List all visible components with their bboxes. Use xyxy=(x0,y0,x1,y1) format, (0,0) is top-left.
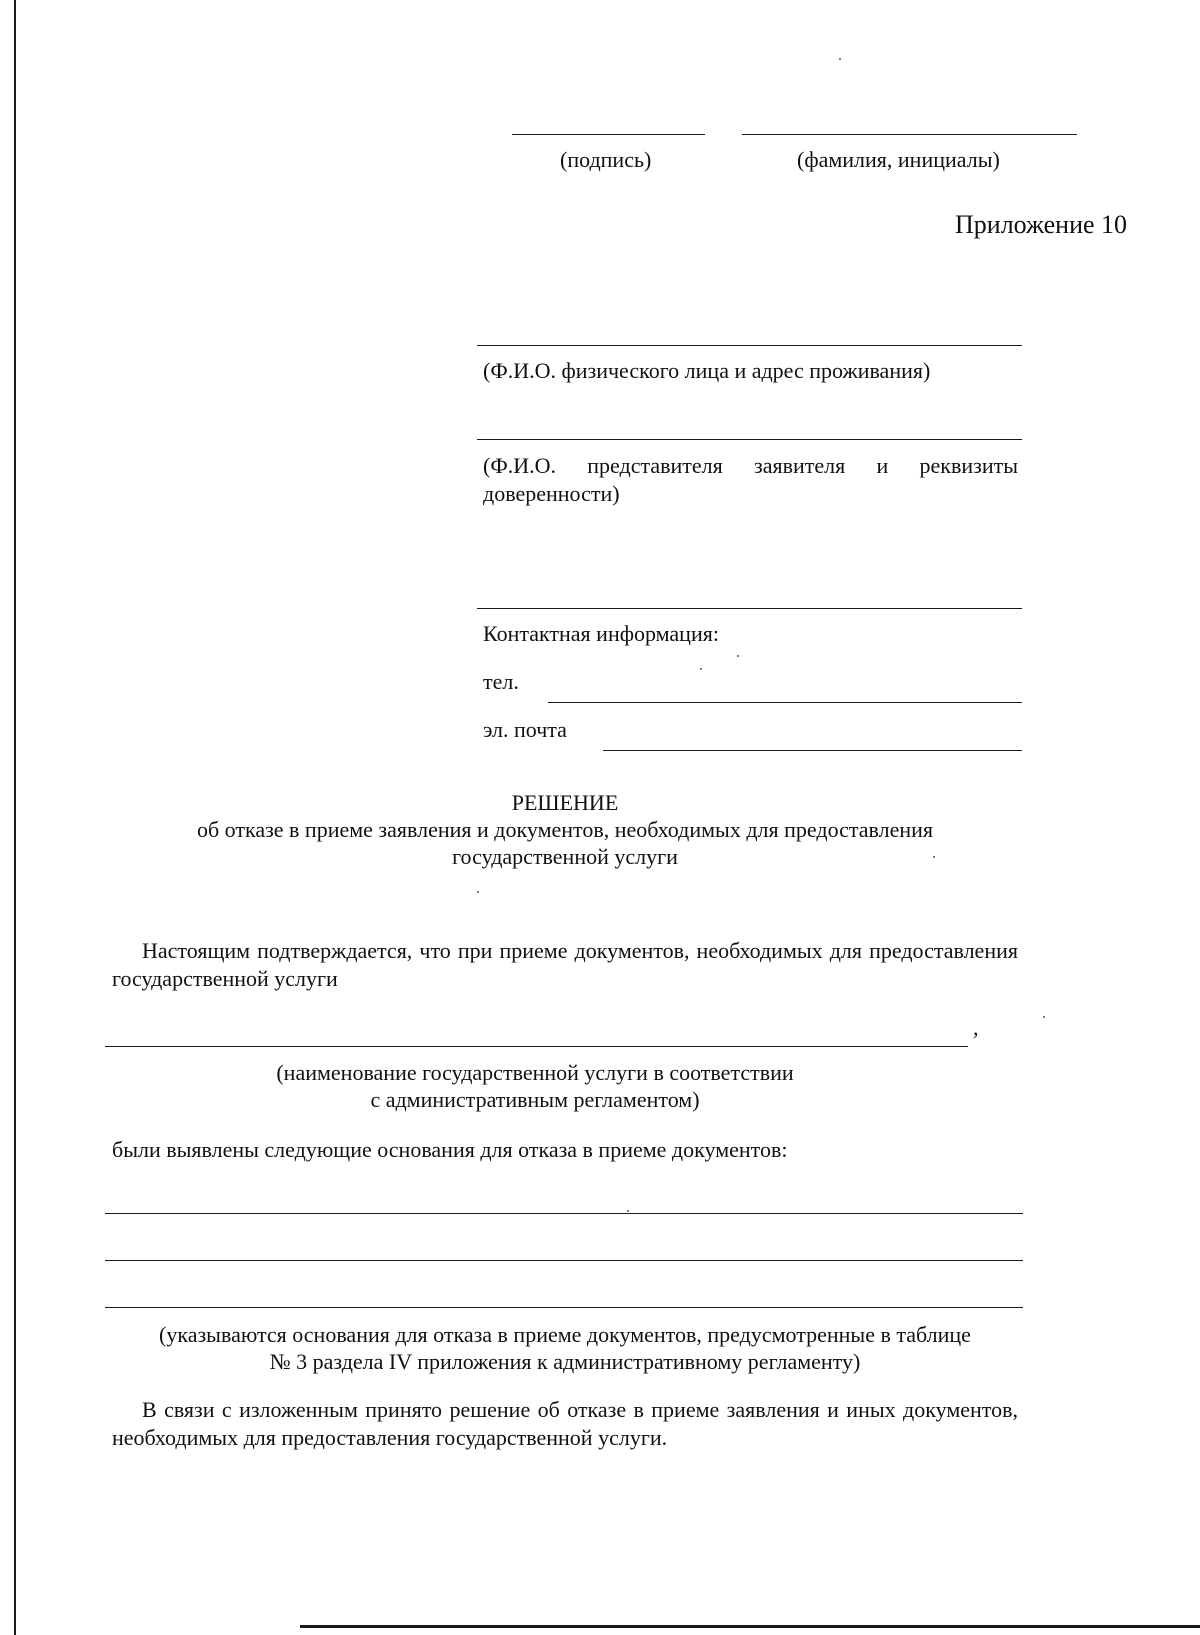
name-caption: (фамилия, инициалы) xyxy=(797,147,1000,172)
intro-paragraph: Настоящим подтверждается, что при приеме документов, необходимых для предоставления государственной услуги xyxy=(112,938,1018,991)
person-line xyxy=(477,345,1022,346)
grounds-intro: были выявлены следующие основания для отказа в приеме документов: xyxy=(112,1137,788,1162)
scan-speck xyxy=(627,1210,629,1212)
service-line-comma: , xyxy=(973,1015,979,1040)
scan-speck xyxy=(1043,1016,1045,1018)
scan-speck xyxy=(933,856,935,858)
service-caption-line1: (наименование государственной услуги в соответствии xyxy=(276,1060,794,1085)
grounds-line-1 xyxy=(105,1213,1023,1214)
person-caption: (Ф.И.О. физического лица и адрес проживания) xyxy=(483,358,931,383)
scan-speck xyxy=(700,668,702,670)
phone-label: тел. xyxy=(483,669,519,694)
representative-line xyxy=(477,439,1022,440)
grounds-line-2 xyxy=(105,1260,1023,1261)
decision-subtitle-line2: государственной услуги xyxy=(452,844,678,869)
decision-subtitle-line1: об отказе в приеме заявления и документов, необходимых для предоставления xyxy=(196,817,934,842)
appendix-label: Приложение 10 xyxy=(955,210,1128,239)
scan-speck xyxy=(477,891,479,893)
grounds-caption-line1: (указываются основания для отказа в приеме документов, предусмотренные в таблице xyxy=(159,1322,971,1347)
contact-label: Контактная информация: xyxy=(483,621,719,646)
conclusion-paragraph: В связи с изложенным принято решение об отказе в приеме заявления и иных документов, необходимых для предоставления государственной услуги. xyxy=(112,1397,1018,1450)
signature-line xyxy=(512,134,705,135)
phone-line xyxy=(548,702,1022,703)
name-line xyxy=(742,134,1077,135)
grounds-caption-line2: № 3 раздела IV приложения к административному регламенту) xyxy=(269,1349,861,1374)
representative-caption: (Ф.И.О. представителя заявителя и реквизиты доверенности) xyxy=(483,453,1018,506)
signature-caption: (подпись) xyxy=(560,147,652,172)
contact-line xyxy=(477,608,1022,609)
service-name-line xyxy=(105,1046,968,1047)
grounds-line-3 xyxy=(105,1307,1023,1308)
scan-bottom-edge xyxy=(300,1625,1200,1628)
email-line xyxy=(603,750,1022,751)
decision-title: РЕШЕНИЕ xyxy=(511,790,619,815)
scan-speck xyxy=(737,655,739,657)
service-caption-line2: с административным регламентом) xyxy=(370,1087,700,1112)
scan-speck xyxy=(839,58,841,60)
email-label: эл. почта xyxy=(483,717,567,742)
